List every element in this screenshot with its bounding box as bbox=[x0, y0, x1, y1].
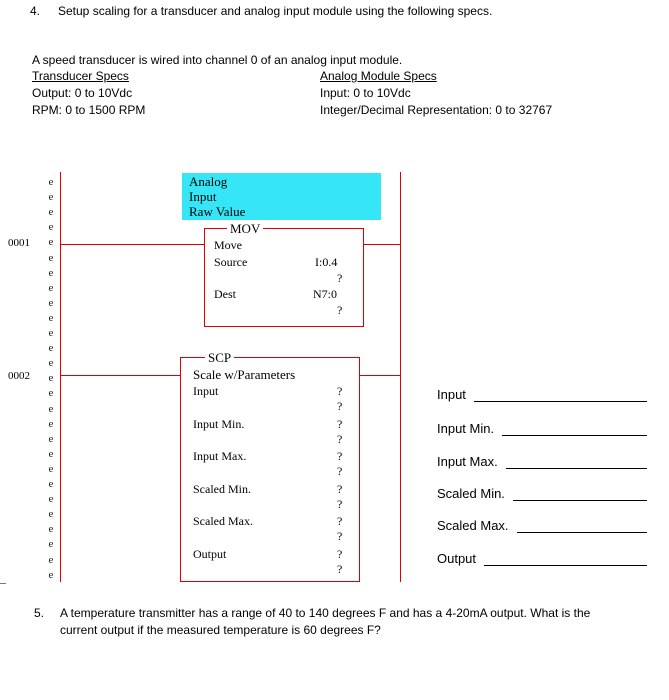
rail-mark: e bbox=[48, 402, 54, 415]
answer-blank-line[interactable] bbox=[513, 500, 647, 501]
rail-mark: e bbox=[48, 342, 54, 355]
scp-param-value[interactable]: ? bbox=[337, 514, 343, 528]
rail-mark: e bbox=[48, 538, 54, 551]
question-5-number: 5. bbox=[34, 606, 45, 620]
transducer-output: Output: 0 to 10Vdc bbox=[32, 86, 133, 100]
answer-blank-line[interactable] bbox=[517, 532, 647, 533]
scp-param-value[interactable]: ? bbox=[337, 546, 343, 561]
scp-param-value[interactable]: ? bbox=[337, 399, 343, 413]
scp-param-value[interactable]: ? bbox=[337, 416, 343, 431]
scp-instruction-block[interactable] bbox=[180, 350, 360, 582]
answer-blank-line[interactable] bbox=[474, 401, 647, 402]
rail-mark: e bbox=[48, 372, 54, 385]
rung-1-number: 0001 bbox=[8, 237, 30, 249]
rail-mark: e bbox=[48, 553, 54, 566]
highlight-line-1: Analog bbox=[189, 174, 228, 189]
question-4-title: Setup scaling for a transducer and analog input module using the following specs. bbox=[58, 4, 493, 18]
module-representation: Integer/Decimal Representation: 0 to 32767 bbox=[320, 103, 553, 117]
rail-mark: e bbox=[48, 387, 54, 400]
right-power-rail bbox=[400, 172, 401, 582]
scp-param-value[interactable]: ? bbox=[337, 529, 343, 543]
question-4-number: 4. bbox=[30, 4, 41, 18]
rail-mark: e bbox=[48, 191, 54, 204]
rail-mark: e bbox=[48, 266, 54, 279]
scp-param-label: Input Min. bbox=[193, 416, 245, 431]
mov-dest-value: ? bbox=[337, 303, 343, 317]
scp-param-value[interactable]: ? bbox=[337, 449, 343, 463]
rail-mark: e bbox=[48, 206, 54, 219]
scp-param-label: Input bbox=[193, 384, 219, 398]
answer-label: Scaled Min. bbox=[437, 486, 505, 501]
rail-mark: e bbox=[48, 417, 54, 430]
margin-tick bbox=[0, 583, 6, 584]
rung-1-wire-left bbox=[60, 244, 204, 245]
mov-dest-label: Dest bbox=[214, 287, 236, 301]
scp-param-label: Scaled Max. bbox=[193, 514, 253, 528]
rung-2-wire-right bbox=[359, 375, 400, 376]
scp-subtitle: Scale w/Parameters bbox=[193, 367, 296, 382]
highlight-line-3: Raw Value bbox=[189, 204, 246, 219]
mov-source-value: ? bbox=[337, 271, 343, 285]
scp-param-value[interactable]: ? bbox=[337, 481, 343, 496]
question-5-line-1: A temperature transmitter has a range of 40 to 140 degrees F and has a 4-20mA output. What is the bbox=[60, 606, 591, 620]
scp-param-value[interactable]: ? bbox=[337, 464, 343, 478]
answer-label: Scaled Max. bbox=[437, 518, 509, 533]
scp-param-label: Output bbox=[193, 546, 227, 561]
rail-mark: e bbox=[48, 281, 54, 294]
rail-mark: e bbox=[48, 523, 54, 536]
answer-blank-line[interactable] bbox=[484, 565, 647, 566]
rail-mark: e bbox=[48, 462, 54, 475]
answer-label: Input Max. bbox=[437, 454, 498, 469]
left-power-rail bbox=[60, 172, 61, 582]
question-5-line-2: current output if the measured temperature is 60 degrees F? bbox=[60, 623, 381, 637]
intro-text: A speed transducer is wired into channel 0 of an analog input module. bbox=[32, 53, 403, 67]
rail-mark: e bbox=[48, 568, 54, 581]
mov-source-address: I:0.4 bbox=[315, 255, 338, 269]
rung-1-wire-right bbox=[363, 244, 400, 245]
rail-mark: e bbox=[48, 221, 54, 234]
scp-param-value[interactable]: ? bbox=[337, 496, 343, 511]
rail-mark: e bbox=[48, 176, 54, 188]
rail-mark: e bbox=[48, 357, 54, 370]
mov-move-label: Move bbox=[214, 238, 242, 252]
answer-label: Input bbox=[437, 387, 466, 402]
rail-mark: e bbox=[48, 493, 54, 506]
scp-param-value[interactable]: ? bbox=[337, 384, 343, 398]
highlight-line-2: Input bbox=[189, 189, 217, 204]
rail-mark: e bbox=[48, 478, 54, 490]
analog-input-highlight bbox=[182, 173, 381, 220]
rail-mark: e bbox=[48, 432, 54, 445]
answer-label: Input Min. bbox=[437, 421, 495, 436]
answer-blank-line[interactable] bbox=[502, 435, 647, 436]
rail-mark: e bbox=[48, 236, 54, 249]
rail-mark: e bbox=[48, 296, 54, 309]
module-specs-heading: Analog Module Specs bbox=[320, 69, 437, 83]
mov-source-label: Source bbox=[214, 255, 248, 269]
module-input: Input: 0 to 10Vdc bbox=[320, 86, 411, 100]
transducer-specs-heading: Transducer Specs bbox=[32, 69, 129, 83]
mov-instruction-block[interactable] bbox=[204, 221, 364, 327]
answer-blank-line[interactable] bbox=[506, 468, 647, 469]
rail-mark: e bbox=[48, 508, 54, 521]
rung-2-wire-left bbox=[60, 375, 180, 376]
rail-mark: e bbox=[48, 327, 54, 339]
transducer-rpm: RPM: 0 to 1500 RPM bbox=[32, 103, 146, 117]
answer-label: Output bbox=[437, 551, 477, 566]
rail-mark: e bbox=[48, 311, 54, 324]
rung-2-number: 0002 bbox=[8, 370, 30, 382]
scp-title: SCP bbox=[205, 350, 234, 366]
scp-param-label: Scaled Min. bbox=[193, 481, 251, 496]
scp-param-value[interactable]: ? bbox=[337, 561, 343, 576]
scp-param-label: Input Max. bbox=[193, 449, 247, 463]
rail-mark: e bbox=[48, 447, 54, 460]
mov-title: MOV bbox=[227, 221, 263, 237]
rail-mark: e bbox=[48, 251, 54, 264]
mov-dest-address: N7:0 bbox=[313, 287, 337, 301]
scp-param-value[interactable]: ? bbox=[337, 431, 343, 446]
